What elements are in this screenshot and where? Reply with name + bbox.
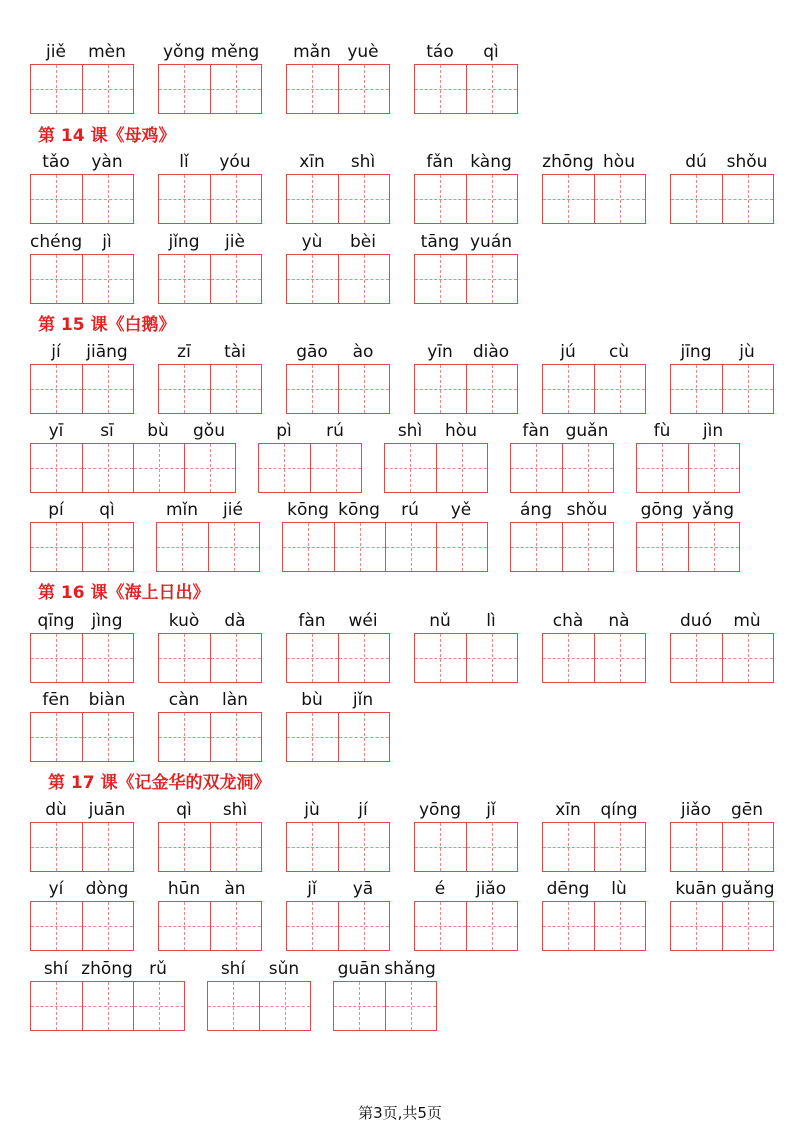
tianzi-cell[interactable]: [82, 255, 133, 303]
pinyin-label: nà: [608, 611, 630, 631]
tianzi-cell[interactable]: [159, 713, 210, 761]
tianzi-cell[interactable]: [466, 634, 517, 682]
tianzi-cell[interactable]: [722, 175, 773, 223]
pinyin-label: jiǎo: [475, 879, 507, 899]
pinyin-label: lǐ: [179, 152, 189, 172]
tianzi-cell[interactable]: [210, 634, 261, 682]
pinyin-label: jǐ: [486, 800, 496, 820]
pinyin-label: jīng: [680, 342, 712, 362]
pinyin-label: càn: [168, 690, 200, 710]
pinyin-label: é: [434, 879, 446, 899]
writing-grid[interactable]: [158, 64, 262, 114]
tianzi-cell[interactable]: [208, 982, 259, 1030]
writing-grid[interactable]: [542, 174, 646, 224]
tianzi-cell[interactable]: [671, 365, 722, 413]
writing-grid[interactable]: [30, 981, 185, 1031]
tianzi-cell[interactable]: [722, 365, 773, 413]
pinyin-label: bù: [147, 421, 169, 441]
word-row: [0, 342, 800, 422]
tianzi-cell[interactable]: [637, 444, 688, 492]
writing-grid[interactable]: [30, 901, 134, 951]
tianzi-cell[interactable]: [159, 902, 210, 950]
pinyin-label: sǔn: [268, 959, 300, 979]
tianzi-cell[interactable]: [466, 175, 517, 223]
tianzi-cell[interactable]: [722, 902, 773, 950]
tianzi-cell[interactable]: [543, 365, 594, 413]
writing-grid[interactable]: [384, 443, 488, 493]
writing-grid[interactable]: [158, 633, 262, 683]
pinyin-label: gēn: [730, 800, 764, 820]
pinyin-label: kōng: [338, 500, 380, 520]
tianzi-cell[interactable]: [543, 175, 594, 223]
pinyin-label: qì: [176, 800, 192, 820]
pinyin-label: tāng: [420, 232, 460, 252]
tianzi-cell[interactable]: [184, 444, 235, 492]
pinyin-label: pí: [48, 500, 64, 520]
pinyin-label: yóu: [219, 152, 251, 172]
pinyin-label: zhōng: [81, 959, 133, 979]
tianzi-cell[interactable]: [31, 175, 82, 223]
writing-grid[interactable]: [286, 64, 390, 114]
pinyin-label: guǎn: [565, 421, 609, 441]
pinyin-label: jì: [102, 232, 112, 252]
pinyin-label: diào: [472, 342, 510, 362]
tianzi-cell[interactable]: [338, 823, 389, 871]
pinyin-label: bù: [301, 690, 323, 710]
pinyin-label: lì: [486, 611, 496, 631]
writing-grid[interactable]: [510, 522, 614, 572]
word-row: [0, 879, 800, 959]
word-row: [0, 690, 800, 770]
pinyin-label: jǐng: [168, 232, 200, 252]
tianzi-cell[interactable]: [671, 823, 722, 871]
tianzi-cell[interactable]: [688, 523, 739, 571]
pinyin-label: duó: [680, 611, 712, 631]
tianzi-cell[interactable]: [385, 523, 436, 571]
writing-grid[interactable]: [30, 522, 134, 572]
tianzi-cell[interactable]: [31, 902, 82, 950]
writing-grid[interactable]: [542, 633, 646, 683]
pinyin-label: jí: [358, 800, 368, 820]
tianzi-cell[interactable]: [310, 444, 361, 492]
tianzi-cell[interactable]: [259, 982, 310, 1030]
page-footer: 第3页,共5页: [358, 1104, 442, 1122]
tianzi-cell[interactable]: [338, 365, 389, 413]
pinyin-label: chà: [552, 611, 584, 631]
pinyin-label: hòu: [445, 421, 477, 441]
pinyin-label: nǔ: [429, 611, 451, 631]
pinyin-label: jú: [560, 342, 576, 362]
pinyin-label: rú: [326, 421, 344, 441]
pinyin-label: jiǎo: [680, 800, 712, 820]
tianzi-cell[interactable]: [82, 444, 133, 492]
tianzi-cell[interactable]: [287, 902, 338, 950]
tianzi-cell[interactable]: [415, 65, 466, 113]
pinyin-label: làn: [222, 690, 248, 710]
tianzi-cell[interactable]: [210, 823, 261, 871]
tianzi-cell[interactable]: [436, 523, 487, 571]
writing-grid[interactable]: [670, 901, 774, 951]
writing-grid[interactable]: [542, 901, 646, 951]
pinyin-label: kuān: [675, 879, 717, 899]
tianzi-cell[interactable]: [82, 982, 133, 1030]
tianzi-cell[interactable]: [543, 902, 594, 950]
tianzi-cell[interactable]: [543, 634, 594, 682]
pinyin-label: rǔ: [149, 959, 167, 979]
tianzi-cell[interactable]: [82, 65, 133, 113]
tianzi-cell[interactable]: [338, 902, 389, 950]
writing-grid[interactable]: [414, 254, 518, 304]
tianzi-cell[interactable]: [31, 65, 82, 113]
pinyin-label: kōng: [287, 500, 329, 520]
pinyin-label: zī: [177, 342, 191, 362]
tianzi-cell[interactable]: [415, 823, 466, 871]
tianzi-cell[interactable]: [415, 634, 466, 682]
writing-grid[interactable]: [414, 901, 518, 951]
pinyin-label: jiě: [46, 42, 66, 62]
tianzi-cell[interactable]: [511, 444, 562, 492]
pinyin-label: biàn: [88, 690, 126, 710]
pinyin-label: mǐn: [165, 500, 199, 520]
tianzi-cell[interactable]: [283, 523, 334, 571]
tianzi-cell[interactable]: [259, 444, 310, 492]
pinyin-label: hūn: [167, 879, 201, 899]
pinyin-label: jù: [304, 800, 320, 820]
pinyin-label: dòng: [85, 879, 129, 899]
tianzi-cell[interactable]: [82, 365, 133, 413]
tianzi-cell[interactable]: [31, 255, 82, 303]
pinyin-label: fàn: [298, 611, 326, 631]
writing-grid[interactable]: [670, 174, 774, 224]
writing-grid[interactable]: [670, 364, 774, 414]
pinyin-label: zhōng: [542, 152, 594, 172]
writing-grid[interactable]: [258, 443, 362, 493]
tianzi-cell[interactable]: [82, 823, 133, 871]
writing-grid[interactable]: [333, 981, 437, 1031]
tianzi-cell[interactable]: [287, 823, 338, 871]
writing-grid[interactable]: [414, 633, 518, 683]
pinyin-label: fǎn: [426, 152, 454, 172]
pinyin-label: fàn: [522, 421, 550, 441]
pinyin-label: pì: [276, 421, 292, 441]
pinyin-label: yí: [48, 879, 64, 899]
pinyin-label: shì: [397, 421, 423, 441]
tianzi-cell[interactable]: [82, 713, 133, 761]
lesson-heading: 第 17 课《记金华的双龙洞》: [48, 773, 271, 793]
tianzi-cell[interactable]: [82, 634, 133, 682]
tianzi-cell[interactable]: [385, 444, 436, 492]
tianzi-cell[interactable]: [159, 255, 210, 303]
writing-grid[interactable]: [286, 712, 390, 762]
pinyin-label: qì: [99, 500, 115, 520]
tianzi-cell[interactable]: [31, 444, 82, 492]
pinyin-label: jìn: [702, 421, 724, 441]
writing-grid[interactable]: [158, 174, 262, 224]
pinyin-label: yàn: [91, 152, 123, 172]
pinyin-label: xīn: [299, 152, 325, 172]
writing-grid[interactable]: [542, 364, 646, 414]
pinyin-label: dà: [224, 611, 246, 631]
tianzi-cell[interactable]: [159, 823, 210, 871]
tianzi-cell[interactable]: [159, 634, 210, 682]
pinyin-label: shì: [350, 152, 376, 172]
lesson-heading: 第 16 课《海上日出》: [38, 583, 210, 603]
writing-grid[interactable]: [414, 174, 518, 224]
tianzi-cell[interactable]: [210, 713, 261, 761]
pinyin-label: táo: [426, 42, 454, 62]
tianzi-cell[interactable]: [415, 175, 466, 223]
pinyin-label: yǒng: [162, 42, 206, 62]
pinyin-label: áng: [520, 500, 552, 520]
pinyin-label: dù: [45, 800, 67, 820]
tianzi-cell[interactable]: [671, 175, 722, 223]
pinyin-label: dēng: [546, 879, 590, 899]
writing-grid[interactable]: [636, 522, 740, 572]
tianzi-cell[interactable]: [31, 365, 82, 413]
pinyin-label: mù: [733, 611, 761, 631]
writing-grid[interactable]: [30, 633, 134, 683]
tianzi-cell[interactable]: [338, 255, 389, 303]
pinyin-label: kàng: [470, 152, 512, 172]
tianzi-cell[interactable]: [594, 175, 645, 223]
word-row: [0, 421, 800, 501]
pinyin-label: qíng: [600, 800, 638, 820]
tianzi-cell[interactable]: [31, 982, 82, 1030]
writing-grid[interactable]: [30, 364, 134, 414]
pinyin-label: xīn: [555, 800, 581, 820]
writing-grid[interactable]: [158, 901, 262, 951]
pinyin-label: qì: [483, 42, 499, 62]
tianzi-cell[interactable]: [466, 823, 517, 871]
tianzi-cell[interactable]: [466, 902, 517, 950]
pinyin-label: shǒu: [566, 500, 608, 520]
pinyin-label: shǎng: [384, 959, 436, 979]
tianzi-cell[interactable]: [415, 902, 466, 950]
writing-grid[interactable]: [636, 443, 740, 493]
pinyin-label: yě: [450, 500, 472, 520]
word-row: [0, 959, 800, 1039]
tianzi-cell[interactable]: [287, 713, 338, 761]
word-row: [0, 611, 800, 691]
pinyin-label: guān: [337, 959, 381, 979]
pinyin-label: sī: [100, 421, 114, 441]
tianzi-cell[interactable]: [82, 902, 133, 950]
pinyin-label: yā: [352, 879, 374, 899]
writing-grid[interactable]: [414, 64, 518, 114]
tianzi-cell[interactable]: [82, 175, 133, 223]
writing-grid[interactable]: [510, 443, 614, 493]
tianzi-cell[interactable]: [594, 902, 645, 950]
tianzi-cell[interactable]: [466, 365, 517, 413]
pinyin-label: rú: [401, 500, 419, 520]
tianzi-cell[interactable]: [594, 634, 645, 682]
writing-grid[interactable]: [286, 901, 390, 951]
pinyin-label: guǎng: [721, 879, 775, 899]
tianzi-cell[interactable]: [210, 365, 261, 413]
pinyin-label: tài: [224, 342, 246, 362]
pinyin-label: jí: [51, 342, 61, 362]
pinyin-label: lù: [611, 879, 627, 899]
tianzi-cell[interactable]: [511, 523, 562, 571]
tianzi-cell[interactable]: [133, 982, 184, 1030]
word-row: [0, 42, 800, 122]
tianzi-cell[interactable]: [688, 444, 739, 492]
tianzi-cell[interactable]: [543, 823, 594, 871]
pinyin-label: jǐ: [307, 879, 317, 899]
tianzi-cell[interactable]: [562, 444, 613, 492]
tianzi-cell[interactable]: [385, 982, 436, 1030]
writing-grid[interactable]: [158, 712, 262, 762]
writing-grid[interactable]: [158, 364, 262, 414]
pinyin-label: jǐn: [352, 690, 374, 710]
tianzi-cell[interactable]: [671, 634, 722, 682]
pinyin-label: mǎn: [293, 42, 331, 62]
tianzi-cell[interactable]: [466, 65, 517, 113]
writing-grid[interactable]: [542, 822, 646, 872]
tianzi-cell[interactable]: [159, 65, 210, 113]
writing-grid[interactable]: [414, 822, 518, 872]
pinyin-label: kuò: [168, 611, 200, 631]
pinyin-label: bèi: [350, 232, 376, 252]
pinyin-label: jù: [739, 342, 755, 362]
tianzi-cell[interactable]: [31, 823, 82, 871]
tianzi-cell[interactable]: [210, 902, 261, 950]
tianzi-cell[interactable]: [31, 523, 82, 571]
writing-grid[interactable]: [286, 633, 390, 683]
writing-grid[interactable]: [670, 633, 774, 683]
tianzi-cell[interactable]: [287, 175, 338, 223]
pinyin-label: tǎo: [42, 152, 70, 172]
tianzi-cell[interactable]: [157, 523, 208, 571]
pinyin-label: shǒu: [726, 152, 768, 172]
pinyin-label: yīn: [427, 342, 453, 362]
tianzi-cell[interactable]: [338, 175, 389, 223]
tianzi-cell[interactable]: [210, 255, 261, 303]
pinyin-label: yōng: [418, 800, 462, 820]
word-row: [0, 500, 800, 580]
tianzi-cell[interactable]: [133, 444, 184, 492]
tianzi-cell[interactable]: [208, 523, 259, 571]
tianzi-cell[interactable]: [82, 523, 133, 571]
writing-grid[interactable]: [30, 443, 236, 493]
pinyin-label: ào: [352, 342, 374, 362]
tianzi-cell[interactable]: [159, 365, 210, 413]
writing-grid[interactable]: [286, 174, 390, 224]
writing-grid[interactable]: [30, 64, 134, 114]
lesson-heading: 第 15 课《白鹅》: [38, 315, 176, 335]
word-row: [0, 232, 800, 312]
writing-grid[interactable]: [286, 364, 390, 414]
pinyin-label: fù: [653, 421, 671, 441]
pinyin-label: jié: [223, 500, 243, 520]
tianzi-cell[interactable]: [334, 523, 385, 571]
pinyin-label: juān: [88, 800, 126, 820]
pinyin-label: yǎng: [691, 500, 735, 520]
tianzi-cell[interactable]: [338, 634, 389, 682]
tianzi-cell[interactable]: [671, 902, 722, 950]
tianzi-cell[interactable]: [159, 175, 210, 223]
pinyin-label: hòu: [603, 152, 635, 172]
pinyin-label: fēn: [42, 690, 70, 710]
tianzi-cell[interactable]: [594, 823, 645, 871]
tianzi-cell[interactable]: [338, 65, 389, 113]
pinyin-label: jìng: [91, 611, 123, 631]
tianzi-cell[interactable]: [210, 65, 261, 113]
pinyin-label: yuán: [469, 232, 513, 252]
writing-grid[interactable]: [286, 254, 390, 304]
writing-grid[interactable]: [30, 254, 134, 304]
lesson-heading: 第 14 课《母鸡》: [38, 126, 176, 146]
pinyin-label: wéi: [348, 611, 378, 631]
writing-grid[interactable]: [158, 822, 262, 872]
pinyin-label: shì: [222, 800, 248, 820]
pinyin-label: yī: [48, 421, 64, 441]
tianzi-cell[interactable]: [466, 255, 517, 303]
writing-grid[interactable]: [282, 522, 488, 572]
pinyin-label: qīng: [37, 611, 75, 631]
writing-grid[interactable]: [286, 822, 390, 872]
tianzi-cell[interactable]: [287, 634, 338, 682]
tianzi-cell[interactable]: [287, 365, 338, 413]
pinyin-label: yuè: [347, 42, 379, 62]
tianzi-cell[interactable]: [415, 255, 466, 303]
writing-grid[interactable]: [156, 522, 260, 572]
pinyin-label: chéng: [30, 232, 83, 252]
writing-grid[interactable]: [30, 174, 134, 224]
pinyin-label: měng: [210, 42, 260, 62]
tianzi-cell[interactable]: [594, 365, 645, 413]
pinyin-label: mèn: [88, 42, 126, 62]
tianzi-cell[interactable]: [415, 365, 466, 413]
tianzi-cell[interactable]: [562, 523, 613, 571]
tianzi-cell[interactable]: [338, 713, 389, 761]
pinyin-label: shí: [220, 959, 246, 979]
writing-grid[interactable]: [670, 822, 774, 872]
pinyin-label: jiè: [225, 232, 245, 252]
tianzi-cell[interactable]: [436, 444, 487, 492]
tianzi-cell[interactable]: [637, 523, 688, 571]
tianzi-cell[interactable]: [287, 65, 338, 113]
pinyin-label: gōng: [640, 500, 684, 520]
writing-grid[interactable]: [30, 712, 134, 762]
writing-grid[interactable]: [158, 254, 262, 304]
writing-grid[interactable]: [207, 981, 311, 1031]
tianzi-cell[interactable]: [31, 634, 82, 682]
word-row: [0, 152, 800, 232]
writing-grid[interactable]: [414, 364, 518, 414]
tianzi-cell[interactable]: [722, 634, 773, 682]
pinyin-label: gāo: [296, 342, 328, 362]
pinyin-label: àn: [224, 879, 246, 899]
tianzi-cell[interactable]: [334, 982, 385, 1030]
tianzi-cell[interactable]: [31, 713, 82, 761]
pinyin-label: cù: [608, 342, 630, 362]
pinyin-label: gǒu: [193, 421, 225, 441]
writing-grid[interactable]: [30, 822, 134, 872]
tianzi-cell[interactable]: [287, 255, 338, 303]
pinyin-label: jiāng: [86, 342, 128, 362]
tianzi-cell[interactable]: [722, 823, 773, 871]
pinyin-label: shí: [43, 959, 69, 979]
word-row: [0, 800, 800, 880]
pinyin-label: yù: [301, 232, 323, 252]
pinyin-label: dú: [685, 152, 707, 172]
tianzi-cell[interactable]: [210, 175, 261, 223]
